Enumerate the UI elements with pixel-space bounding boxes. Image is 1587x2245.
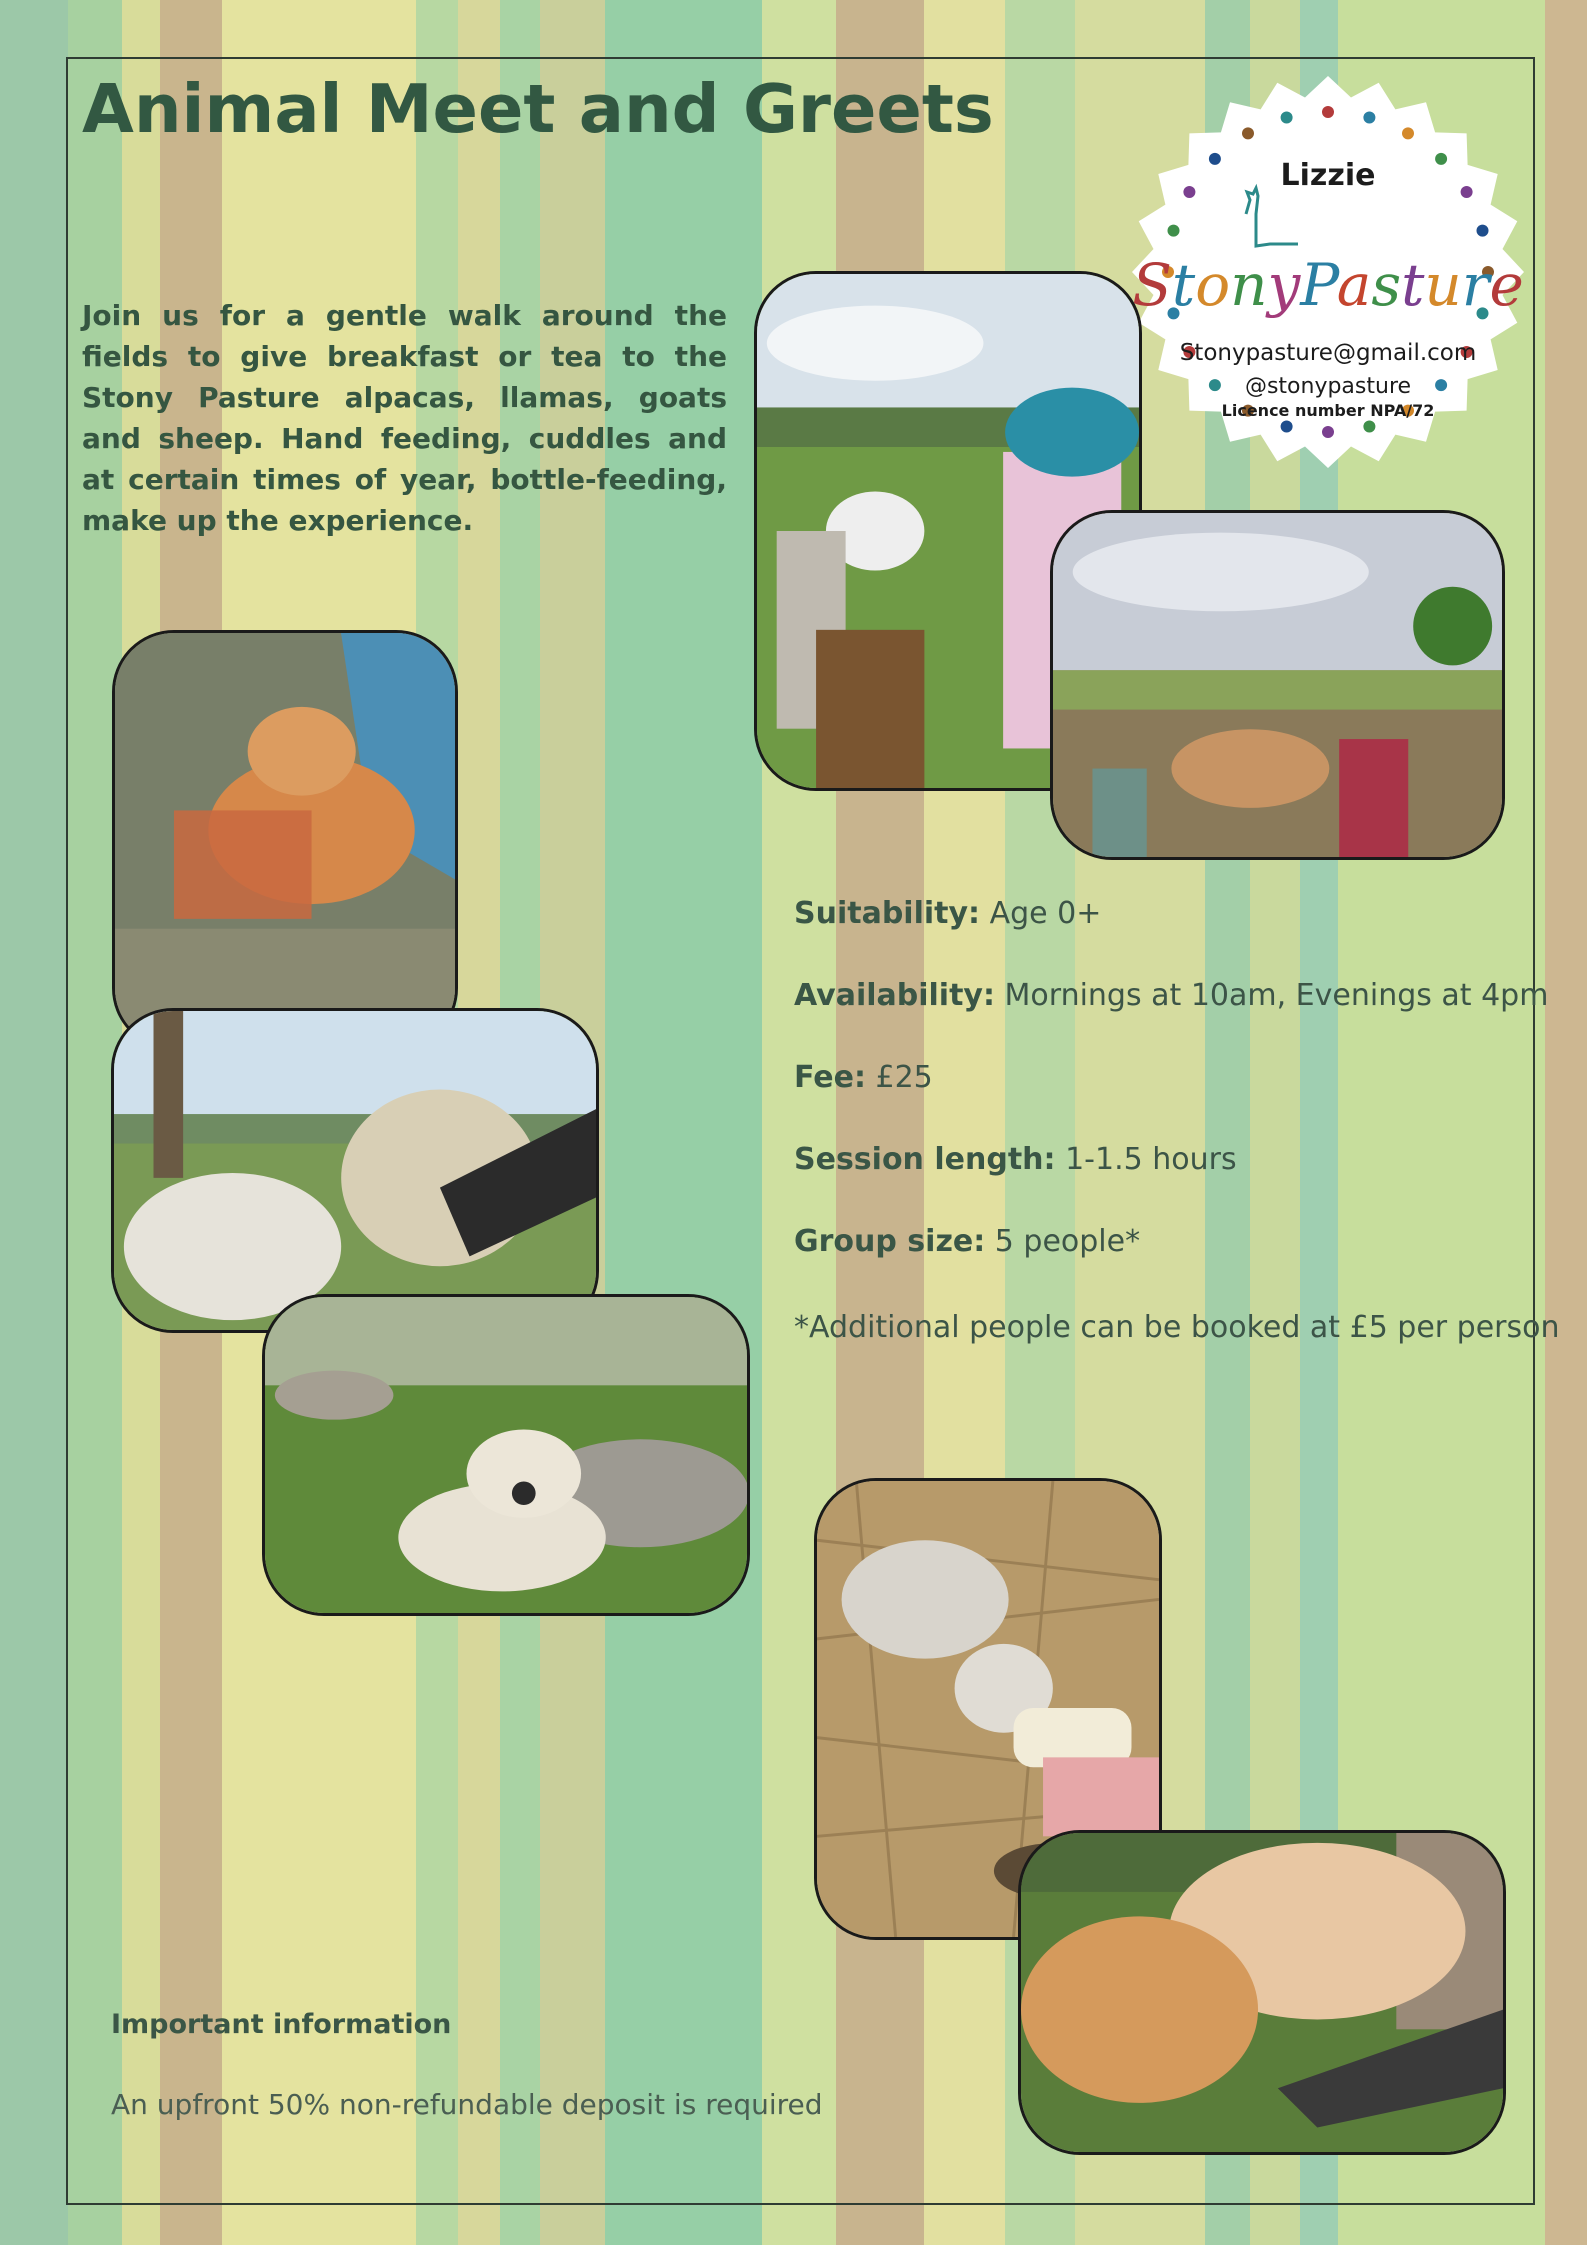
additional-people-note: *Additional people can be booked at £5 per person [794, 1310, 1560, 1345]
deposit-notice: An upfront 50% non-refundable deposit is required [111, 2088, 823, 2121]
badge-dot [1281, 421, 1293, 433]
badge-email: Stonypasture@gmail.com [1179, 340, 1477, 366]
photo-held-baby-goat [112, 630, 458, 1050]
photo-sheep-and-lamb-hand-feeding [111, 1008, 599, 1333]
badge-dot [1322, 426, 1334, 438]
badge-dot [1168, 225, 1180, 237]
detail-session-length: Session length: 1-1.5 hours [794, 1142, 1237, 1177]
session-details [794, 895, 1554, 1305]
page-title: Animal Meet and Greets [82, 70, 994, 148]
detail-fee: Fee: £25 [794, 1060, 933, 1095]
badge-dot [1363, 112, 1375, 124]
badge-name: Lizzie [1280, 158, 1376, 193]
badge-licence: Licence number NPA/72 [1221, 401, 1435, 420]
photo-alpaca-pen-visitors [1050, 510, 1505, 860]
badge-dot [1477, 225, 1489, 237]
important-info-heading: Important information [111, 2009, 452, 2040]
badge-dot [1402, 127, 1414, 139]
svg-text:StonyPasture: StonyPasture [1132, 251, 1524, 319]
badge-dot [1281, 112, 1293, 124]
intro-paragraph: Join us for a gentle walk around the fields to give breakfast or tea to the Stony Pasture alpacas, llamas, goats and sheep. Hand feeding, cuddles and at certain times of year, bottle-feeding, make up the experience. [82, 299, 727, 537]
badge-handle: @stonypasture [1244, 374, 1412, 399]
badge-dot [1242, 127, 1254, 139]
detail-availability: Availability: Mornings at 10am, Evenings at 4pm [794, 978, 1549, 1013]
photo-lamb-resting-on-grass [262, 1294, 750, 1616]
detail-suitability: Suitability: Age 0+ [794, 896, 1102, 931]
badge-dot [1363, 421, 1375, 433]
detail-group-size: Group size: 5 people* [794, 1224, 1141, 1259]
photo-goats-hand-feeding [1018, 1830, 1506, 2155]
badge-dot [1322, 106, 1334, 118]
